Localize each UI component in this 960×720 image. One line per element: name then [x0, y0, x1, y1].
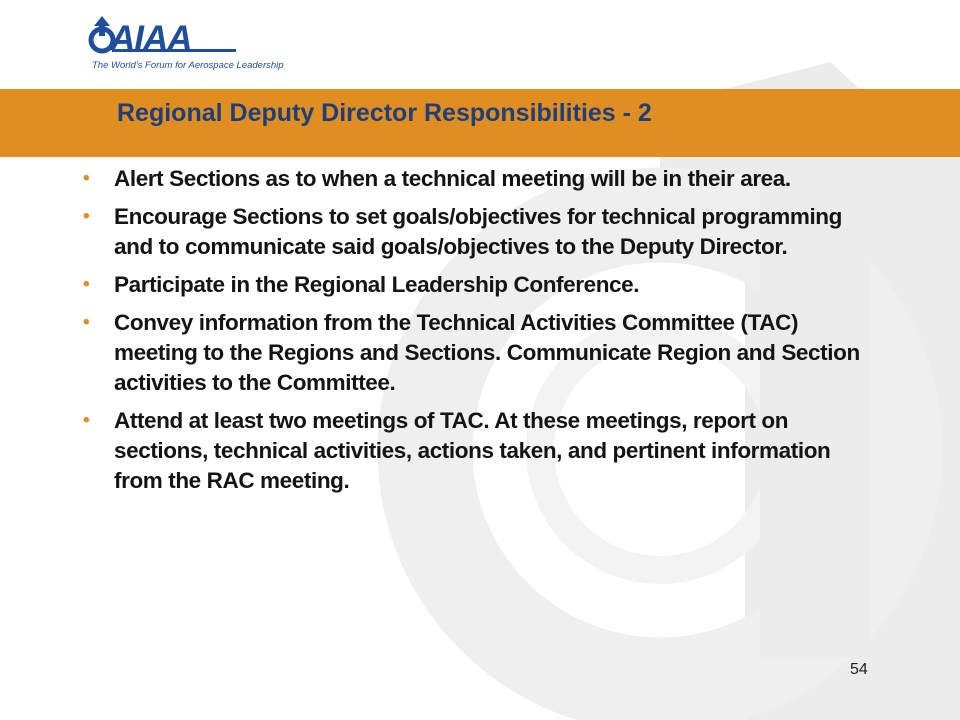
bullet-item — [83, 202, 863, 262]
bullet-text: Alert Sections as to when a technical meeting will be in their area. — [114, 166, 791, 191]
logo-wordmark: AIAA — [110, 19, 192, 58]
bullet-text: Participate in the Regional Leadership Conference. — [114, 272, 640, 297]
bullet-text: Attend at least two meetings of TAC. At these meetings, report on sections, technical activities, actions taken, and pertinent information from the RAC meeting. — [114, 408, 831, 493]
page-number: 54 — [850, 661, 868, 678]
logo-tagline: The World's Forum for Aerospace Leadership — [92, 60, 284, 71]
bullet-icon: • — [83, 206, 90, 227]
bullet-item — [83, 308, 863, 398]
bullet-item — [83, 406, 863, 496]
bullet-text: Encourage Sections to set goals/objectives for technical programming and to communicate said goals/objectives to the Deputy Director. — [114, 204, 842, 259]
bullet-icon: • — [83, 168, 90, 189]
slide-title: Regional Deputy Director Responsibilities - 2 — [117, 99, 652, 127]
bullet-icon: • — [83, 312, 90, 333]
bullet-list — [83, 164, 863, 504]
bullet-icon: • — [83, 274, 90, 295]
bullet-item — [83, 270, 863, 300]
bullet-icon: • — [83, 410, 90, 431]
bullet-item — [83, 164, 863, 194]
bullet-text: Convey information from the Technical Activities Committee (TAC) meeting to the Regions and Sections. Communicate Region and Section activities to the Committee. — [114, 310, 860, 395]
